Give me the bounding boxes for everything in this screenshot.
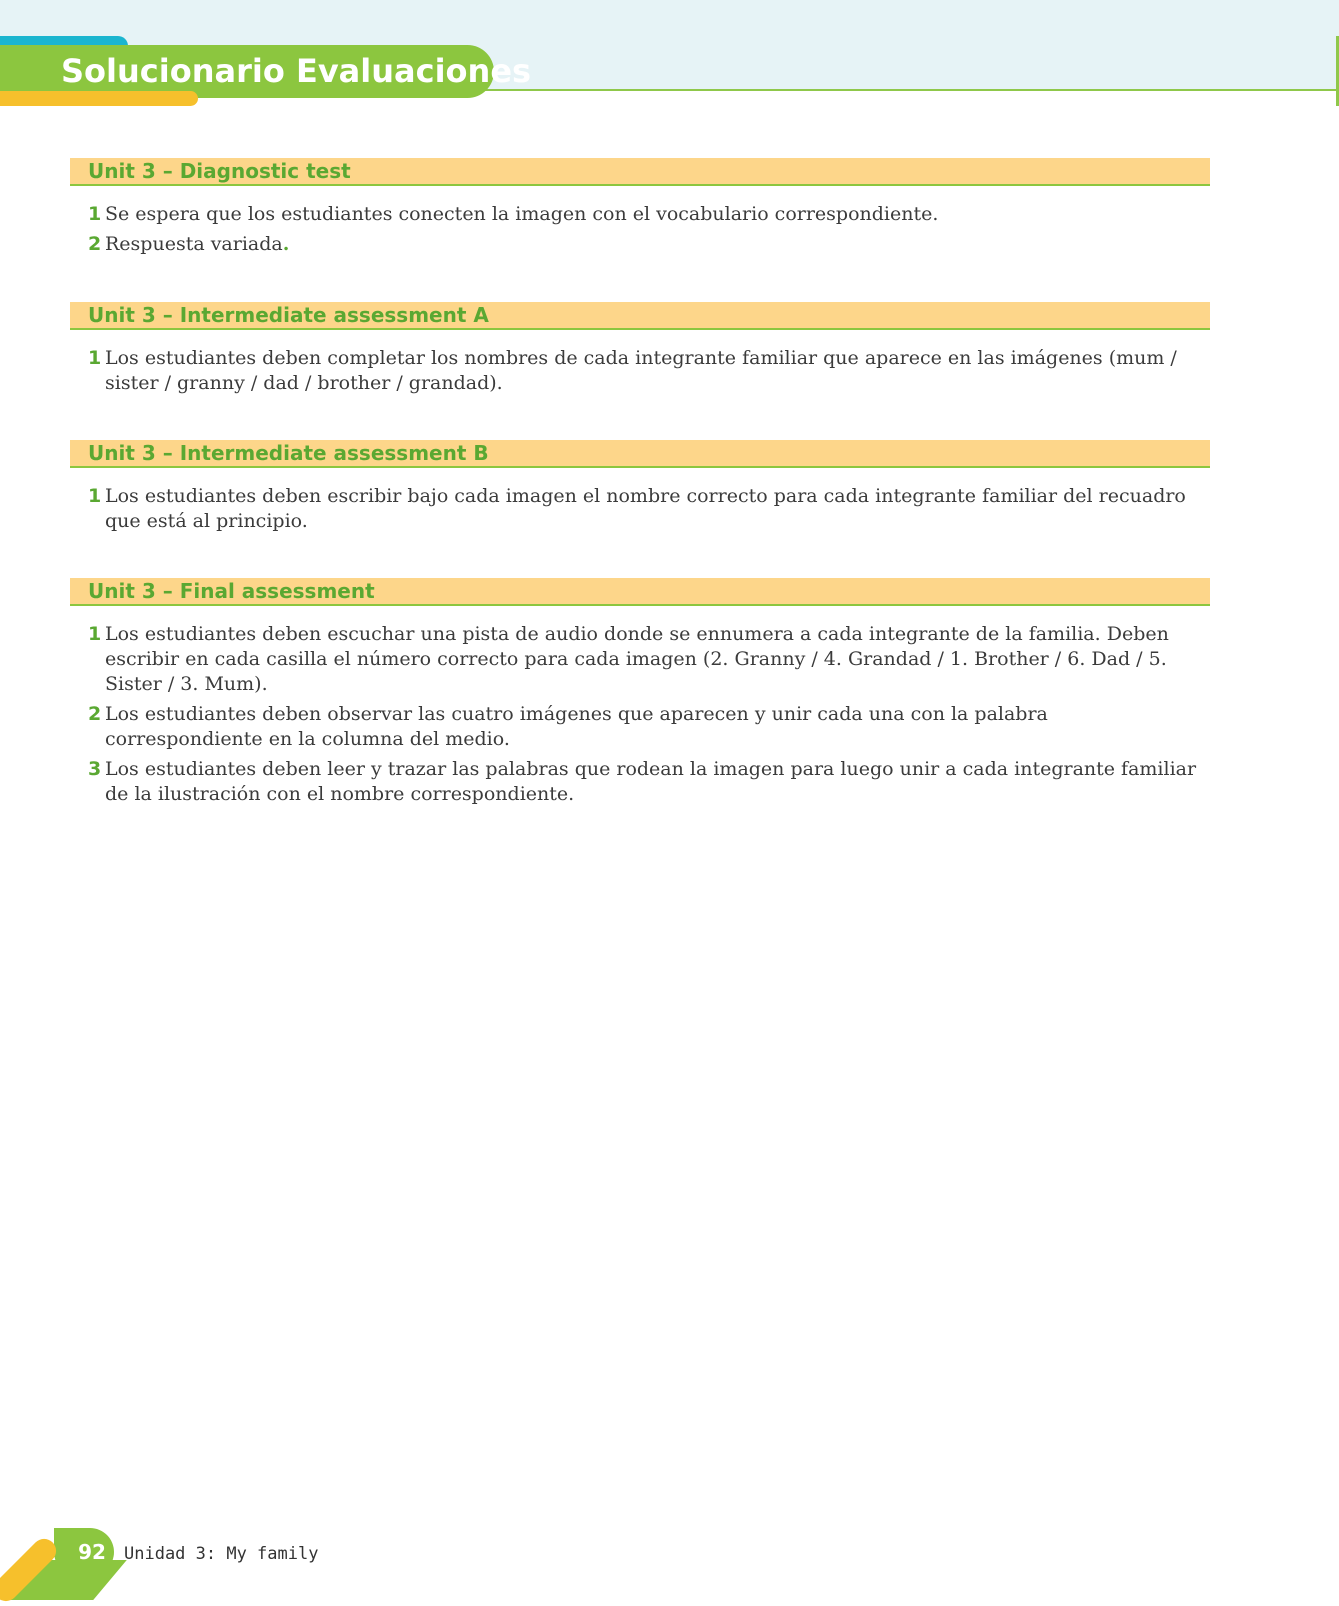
- page-number: 92: [78, 1540, 106, 1564]
- answer-item: [70, 702, 1210, 752]
- answer-item: [70, 622, 1210, 697]
- section-diagnostic-test: [70, 158, 1210, 262]
- section-title: Unit 3 – Intermediate assessment A: [70, 302, 1210, 330]
- page-title: Solucionario Evaluaciones: [61, 52, 532, 90]
- item-end-dot: .: [282, 233, 290, 255]
- item-number: 1: [88, 623, 102, 645]
- item-number: 1: [88, 203, 102, 225]
- item-text: Los estudiantes deben escribir bajo cada imagen el nombre correcto para cada integrante familiar del recuadro que está al principio.: [105, 485, 1186, 532]
- item-number: 1: [88, 347, 102, 369]
- section-title: Unit 3 – Final assessment: [70, 578, 1210, 606]
- item-text: Los estudiantes deben escuchar una pista de audio donde se ennumera a cada integrante de la familia. Deben escribir en cada casilla el número correcto para cada imagen (2. Granny / 4. Grandad / 1. Brother / 6. Dad / 5. Sister / 3. Mum).: [105, 623, 1169, 695]
- item-text: Los estudiantes deben completar los nombres de cada integrante familiar que aparece en las imágenes (mum / sister / granny / dad / brother / grandad).: [105, 347, 1177, 394]
- answer-item: [70, 202, 1210, 227]
- item-text: Los estudiantes deben leer y trazar las palabras que rodean la imagen para luego unir a cada integrante familiar de la ilustración con el nombre correspondiente.: [105, 758, 1197, 805]
- section-intermediate-assessment-b: [70, 440, 1210, 539]
- item-text: Se espera que los estudiantes conecten la imagen con el vocabulario correspondiente.: [105, 203, 939, 225]
- section-title: Unit 3 – Diagnostic test: [70, 158, 1210, 186]
- footer-unit-label: Unidad 3: My family: [124, 1544, 319, 1564]
- answer-item: [70, 232, 1210, 257]
- answer-item: [70, 484, 1210, 534]
- answer-item: [70, 346, 1210, 396]
- item-number: 2: [88, 703, 102, 725]
- top-rule: [480, 89, 1339, 91]
- answer-list: [70, 202, 1210, 257]
- answer-list: [70, 346, 1210, 396]
- section-final-assessment: [70, 578, 1210, 812]
- item-number: 2: [88, 233, 102, 255]
- section-title: Unit 3 – Intermediate assessment B: [70, 440, 1210, 468]
- section-intermediate-assessment-a: [70, 302, 1210, 401]
- answer-item: [70, 757, 1210, 807]
- item-text: Respuesta variada: [105, 233, 283, 255]
- item-number: 3: [88, 758, 102, 780]
- answer-list: [70, 484, 1210, 534]
- item-number: 1: [88, 485, 102, 507]
- item-text: Los estudiantes deben observar las cuatro imágenes que aparecen y unir cada una con la palabra correspondiente en la columna del medio.: [105, 703, 1048, 750]
- answer-list: [70, 622, 1210, 807]
